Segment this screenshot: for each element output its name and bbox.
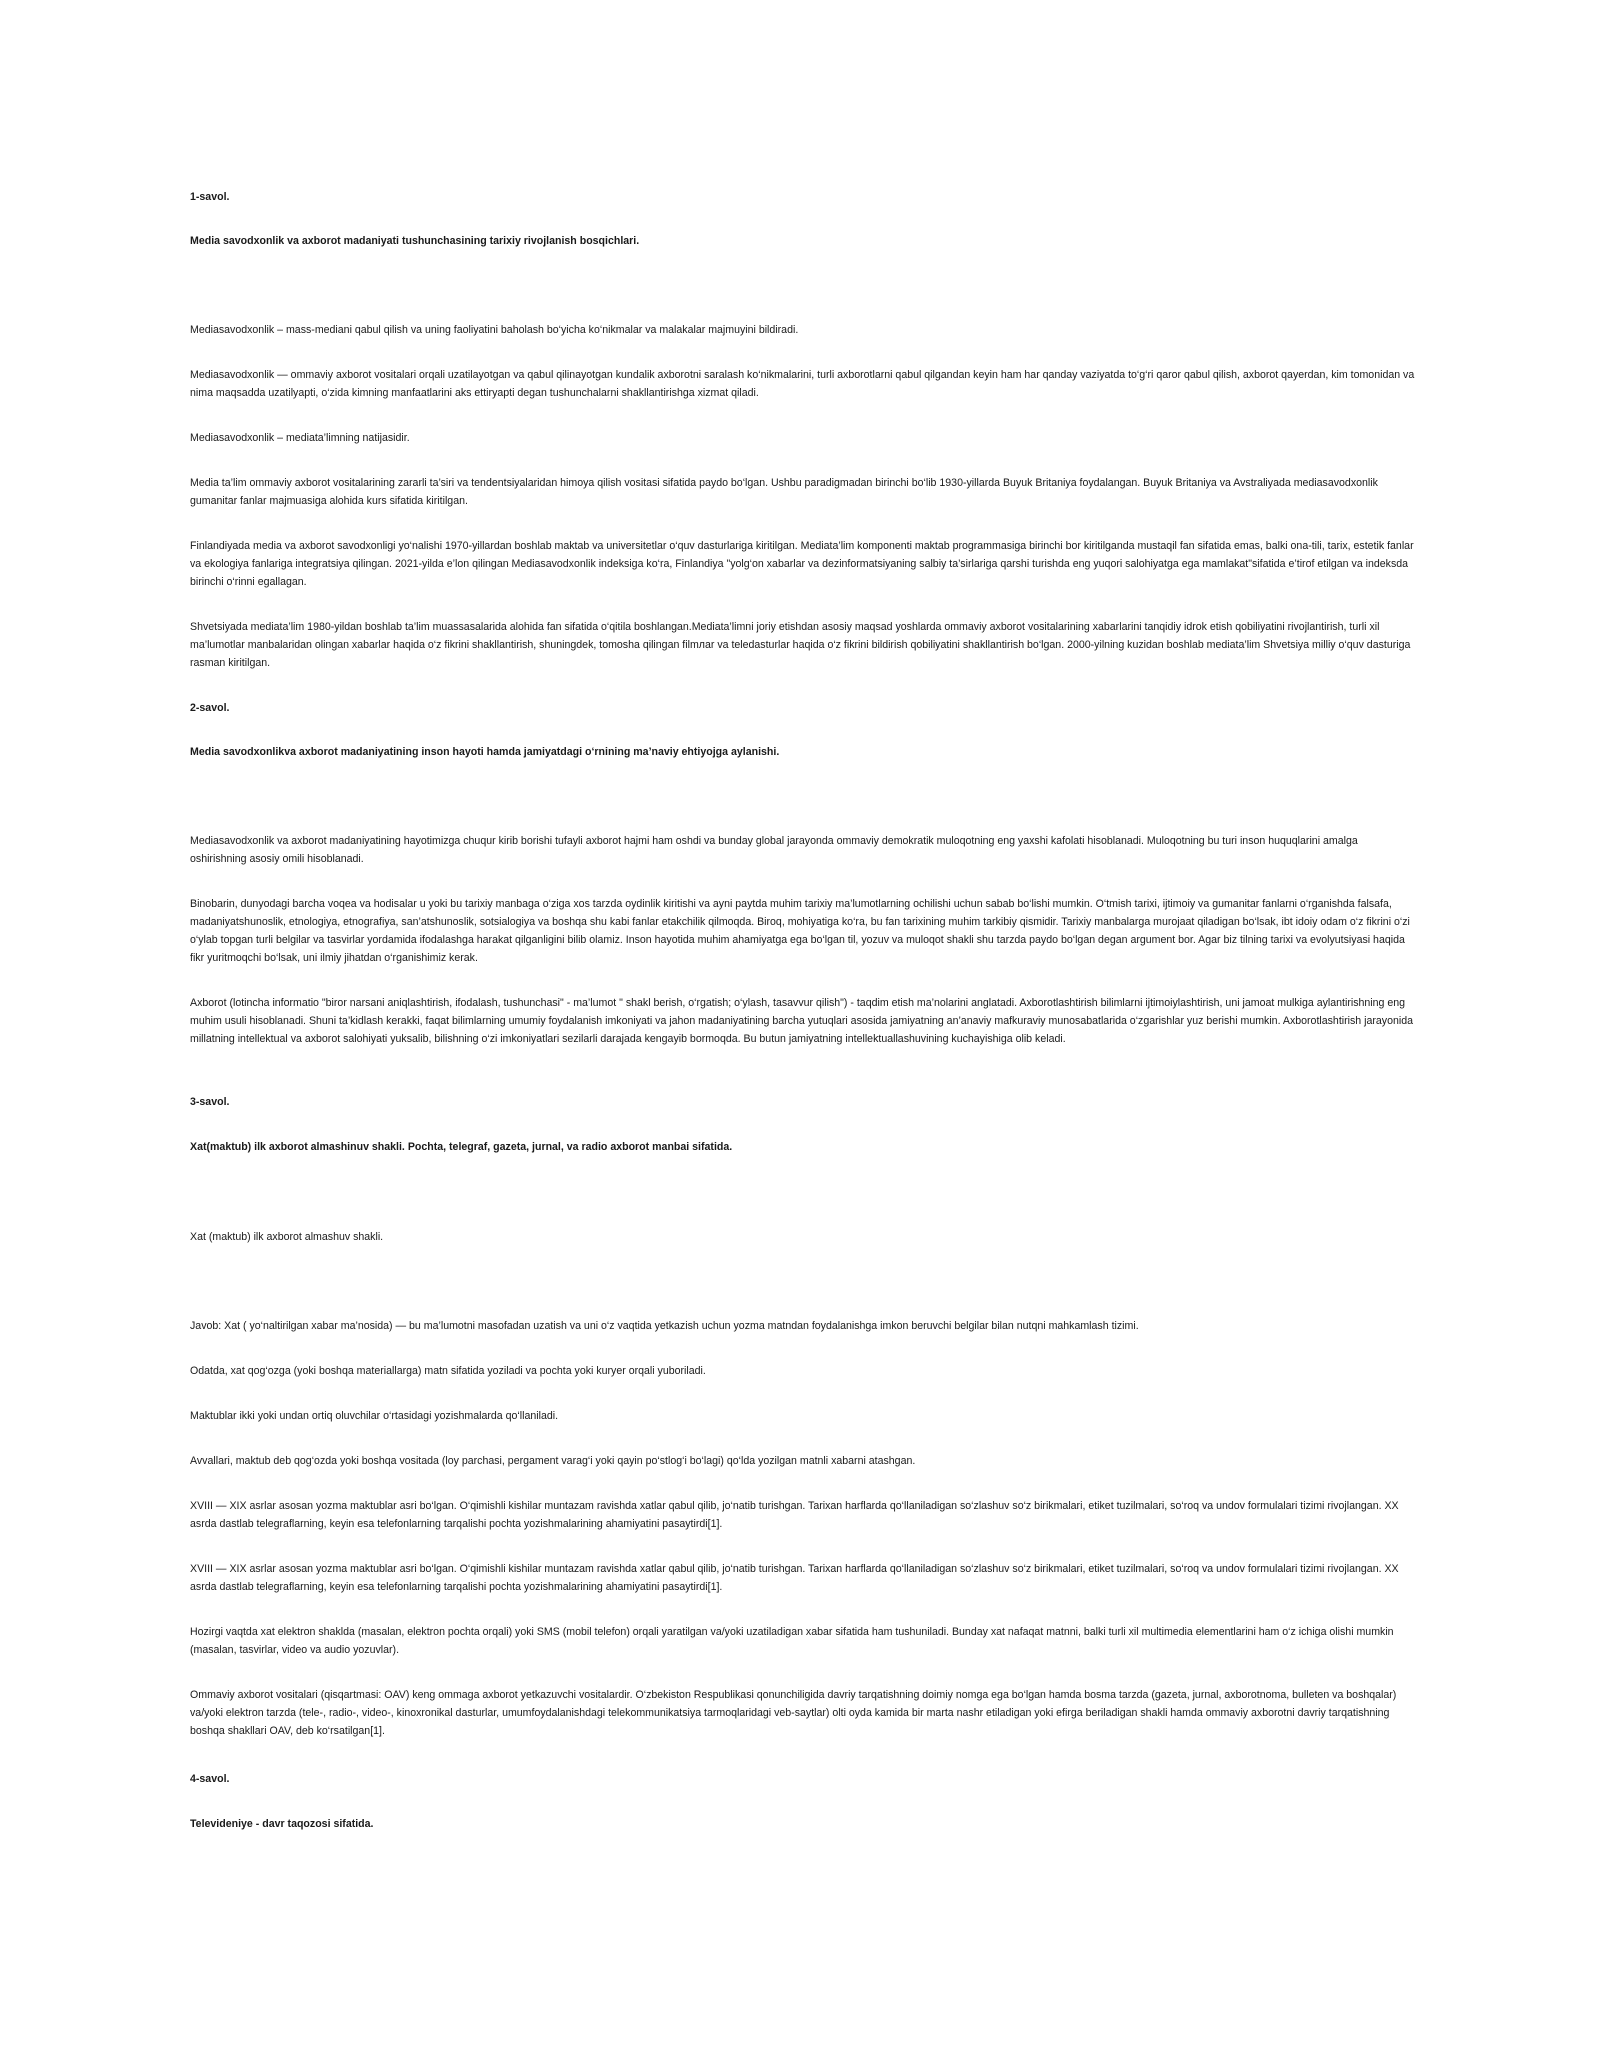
paragraph: Ommaviy axborot vositalari (qisqartmasi: OAV) keng ommaga axborot yetkazuvchi vositalardir. O‘zbekiston Respublikasi qonunchiligida davriy tarqatishning doimiy nomga ega bo‘lgan hamda bosma tarzda (gazeta, jurnal, axborotnoma, bulleten va boshqalar) va/yoki elektron tarzda (tele-, radio-, video-, kinoxronikal dasturlar, umumfoydalanishdagi telekommunikatsiya tarmoqlaridagi veb-saytlar) olti oyda kamida bir marta nashr etiladigan yoki efirga beriladigan shakli hamda ommaviy axborotni davriy tarqatishning boshqa shakllari OAV, deb ko‘rsatilgan[1]. bbox=[190, 1689, 1397, 1737]
paragraph: Javob: Xat ( yo‘naltirilgan xabar ma’nosida) — bu ma’lumotni masofadan uzatish va uni o‘z vaqtida yetkazish uchun yozma matndan foydalanishga imkon beruvchi belgilar bilan nutqni mahkamlash tizimi. bbox=[190, 1320, 1139, 1332]
paragraph: Finlandiyada media va axborot savodxonligi yo‘nalishi 1970-yillardan boshlab maktab va universitetlar o‘quv dasturlariga kiritilgan. Mediata’lim komponenti maktab programmasiga birinchi bor kiritilganda mustaqil fan sifatida emas, balki ona-tili, tarix, estetik fanlar va ekologiya fanlariga integratsiya qilingan. 2021-yilda e’lon qilingan Mediasavodxonlik indeksiga ko‘ra, Finlandiya "yolg‘on xabarlar va dezinformatsiyaning salbiy ta’sirlariga qarshi turishda eng yuqori salohiyatga ega mamlakat"sifatida e’tirof etilgan va indeksda birinchi o‘rinni egallagan. bbox=[190, 540, 1414, 588]
paragraph: Odatda, xat qog‘ozga (yoki boshqa materiallarga) matn sifatida yoziladi va pochta yoki kuryer orqali yuboriladi. bbox=[190, 1365, 706, 1377]
section-number: 2-savol. bbox=[190, 702, 230, 714]
paragraph: Mediasavodxonlik va axborot madaniyatining hayotimizga chuqur kirib borishi tufayli axborot hajmi ham oshdi va bunday global jarayonda ommaviy demokratik muloqotning eng yaxshi kafolati hisoblanadi. Muloqotning bu turi inson huquqlarini amalga oshirishning asosiy omili hisoblanadi. bbox=[190, 835, 1358, 865]
section-title: Media savodxonlik va axborot madaniyati tushunchasining tarixiy rivojlanish bosqichlari. bbox=[190, 235, 640, 247]
paragraph: Mediasavodxonlik – mediata’limning natijasidir. bbox=[190, 432, 410, 444]
paragraph: XVIII — XIX asrlar asosan yozma maktublar asri bo‘lgan. O‘qimishli kishilar muntazam ravishda xatlar qabul qilib, jo‘natib turishgan. Tarixan harflarda qo‘llaniladigan so‘zlashuv so‘z birikmalari, etiket tuzilmalari, so‘roq va undov formulalari tizimi rivojlangan. XX asrda dastlab telegraflarning, keyin esa telefonlarning tarqalishi pochta yozishmalarining ahamiyatini pasaytirdi[1]. bbox=[190, 1500, 1399, 1530]
section-title: Televideniye - davr taqozosi sifatida. bbox=[190, 1818, 374, 1830]
paragraph: Hozirgi vaqtda xat elektron shaklda (masalan, elektron pochta orqali) yoki SMS (mobil telefon) orqali yaratilgan va/yoki uzatiladigan xabar sifatida ham tushuniladi. Bunday xat nafaqat matnni, balki turli xil multimedia elementlarini ham o‘z ichiga olishi mumkin (masalan, tasvirlar, video va audio yozuvlar). bbox=[190, 1626, 1394, 1656]
section-number: 3-savol. bbox=[190, 1096, 230, 1108]
paragraph: Avvallari, maktub deb qog‘ozda yoki boshqa vositada (loy parchasi, pergament varag‘i yoki qayin po‘stlog‘i bo‘lagi) qo‘lda yozilgan matnli xabarni atashgan. bbox=[190, 1455, 916, 1467]
paragraph: Shvetsiyada mediata’lim 1980-yildan boshlab ta’lim muassasalarida alohida fan sifatida o‘qitila boshlangan.Mediata’limni joriy etishdan asosiy maqsad yoshlarda ommaviy axborot vositalarining xabarlarini tanqidiy idrok etish qobiliyatini rivojlantirish, turli xil ma’lumotlar manbalaridan olingan xabarlar haqida o‘z fikrini shakllantirish, shuningdek, tomosha qilingan filmлar va teledasturlar haqida o‘z fikrini bildirish qobiliyatini shakllantirish bo‘lgan. 2000-yilning kuzidan boshlab mediata’lim Shvetsiya milliy o‘quv dasturiga rasman kiritilgan. bbox=[190, 621, 1411, 669]
section-number: 4-savol. bbox=[190, 1773, 230, 1785]
paragraph: XVIII — XIX asrlar asosan yozma maktublar asri bo‘lgan. O‘qimishli kishilar muntazam ravishda xatlar qabul qilib, jo‘natib turishgan. Tarixan harflarda qo‘llaniladigan so‘zlashuv so‘z birikmalari, etiket tuzilmalari, so‘roq va undov formulalari tizimi rivojlangan. XX asrda dastlab telegraflarning, keyin esa telefonlarning tarqalishi pochta yozishmalarining ahamiyatini pasaytirdi[1]. bbox=[190, 1563, 1399, 1593]
section-number: 1-savol. bbox=[190, 191, 230, 203]
paragraph: Axborot (lotincha informatio "biror narsani aniqlashtirish, ifodalash, tushunchasi" - ma’lumot " shakl berish, o‘rgatish; o‘ylash, tasavvur qilish") - taqdim etish ma’nolarini anglatadi. Axborotlashtirish bilimlarni ijtimoiylashtirish, uni jamoat mulkiga aylantirishning eng muhim usuli hisoblanadi. Shuni ta’kidlash kerakki, faqat bilimlarning umumiy foydalanish imkoniyati va jahon madaniyatining barcha yutuqlari asosida jamiyatning an’anaviy mafkuraviy munosabatlarida o‘zgarishlar yuz berishi mumkin. Axborotlashtirish jarayonida millatning intellektual va axborot salohiyati yuksalib, bilishning o‘zi imkoniyatlari sezilarli darajada kengayib bormoqda. Bu butun jamiyatning intellektuallashuvining kuchayishiga olib keladi. bbox=[190, 997, 1414, 1045]
paragraph: Mediasavodxonlik — ommaviy axborot vositalari orqali uzatilayotgan va qabul qilinayotgan kundalik axborotni saralash ko‘nikmalarini, turli axborotlarni qabul qilgandan keyin ham har qanday vaziyatda to‘g‘ri qaror qabul qilish, axborot qayerdan, kim tomonidan va nima maqsadda uzatilyapti, o‘zida kimning manfaatlarini aks ettiryapti degan tushunchalarni shakllantirishga xizmat qiladi. bbox=[190, 369, 1415, 399]
paragraph: Mediasavodxonlik – mass-mediani qabul qilish va uning faoliyatini baholash bo‘yicha ko‘nikmalar va malakalar majmuyini bildiradi. bbox=[190, 324, 799, 336]
section-title: Xat(maktub) ilk axborot almashinuv shakli. Pochta, telegraf, gazeta, jurnal, va radio axborot manbai sifatida. bbox=[190, 1141, 733, 1153]
section-title: Media savodxonlikva axborot madaniyatining inson hayoti hamda jamiyatdagi o‘rnining ma’naviy ehtiyojga aylanishi. bbox=[190, 746, 780, 758]
paragraph: Xat (maktub) ilk axborot almashuv shakli. bbox=[190, 1231, 384, 1243]
paragraph: Maktublar ikki yoki undan ortiq oluvchilar o‘rtasidagi yozishmalarda qo‘llaniladi. bbox=[190, 1410, 559, 1422]
paragraph: Media ta’lim ommaviy axborot vositalarining zararli ta’siri va tendentsiyalaridan himoya qilish vositasi sifatida paydo bo‘lgan. Ushbu paradigmadan birinchi bo‘lib 1930-yillarda Buyuk Britaniya foydalangan. Buyuk Britaniya va Avstraliyada mediasavodxonlik gumanitar fanlar majmuasiga alohida kurs sifatida kiritilgan. bbox=[190, 477, 1378, 507]
paragraph: Binobarin, dunyodagi barcha voqea va hodisalar u yoki bu tarixiy manbaga o‘ziga xos tarzda oydinlik kiritishi va ayni paytda muhim tarixiy ma’lumotlarning ochilishi uchun sabab bo‘lishi mumkin. O‘tmish tarixi, ijtimoiy va gumanitar fanlarni o‘rganishda falsafa, madaniyatshunoslik, etnologiya, etnografiya, san’atshunoslik, sotsialogiya va boshqa shu kabi fanlar etakchilik qilmoqda. Biroq, mohiyatiga ko‘ra, bu fan tarixining muhim tarkibiy qismidir. Tarixiy manbalarga murojaat qiladigan bo‘lsak, ibt idoiy odam o‘z fikrini o‘zi o‘ylab topgan turli belgilar va tasvirlar yordamida ifodalashga harakat qilganligini bilib olamiz. Inson hayotida muhim ahamiyatga ega bo‘lgan til, yozuv va muloqot shakli shu tarzda paydo bo‘lgan degan argument bor. Agar biz tilning tarixi va evolyutsiyasi haqida fikr yuritmoqchi bo‘lsak, uni ilmiy jihatdan o‘rganishimiz kerak. bbox=[190, 898, 1410, 964]
